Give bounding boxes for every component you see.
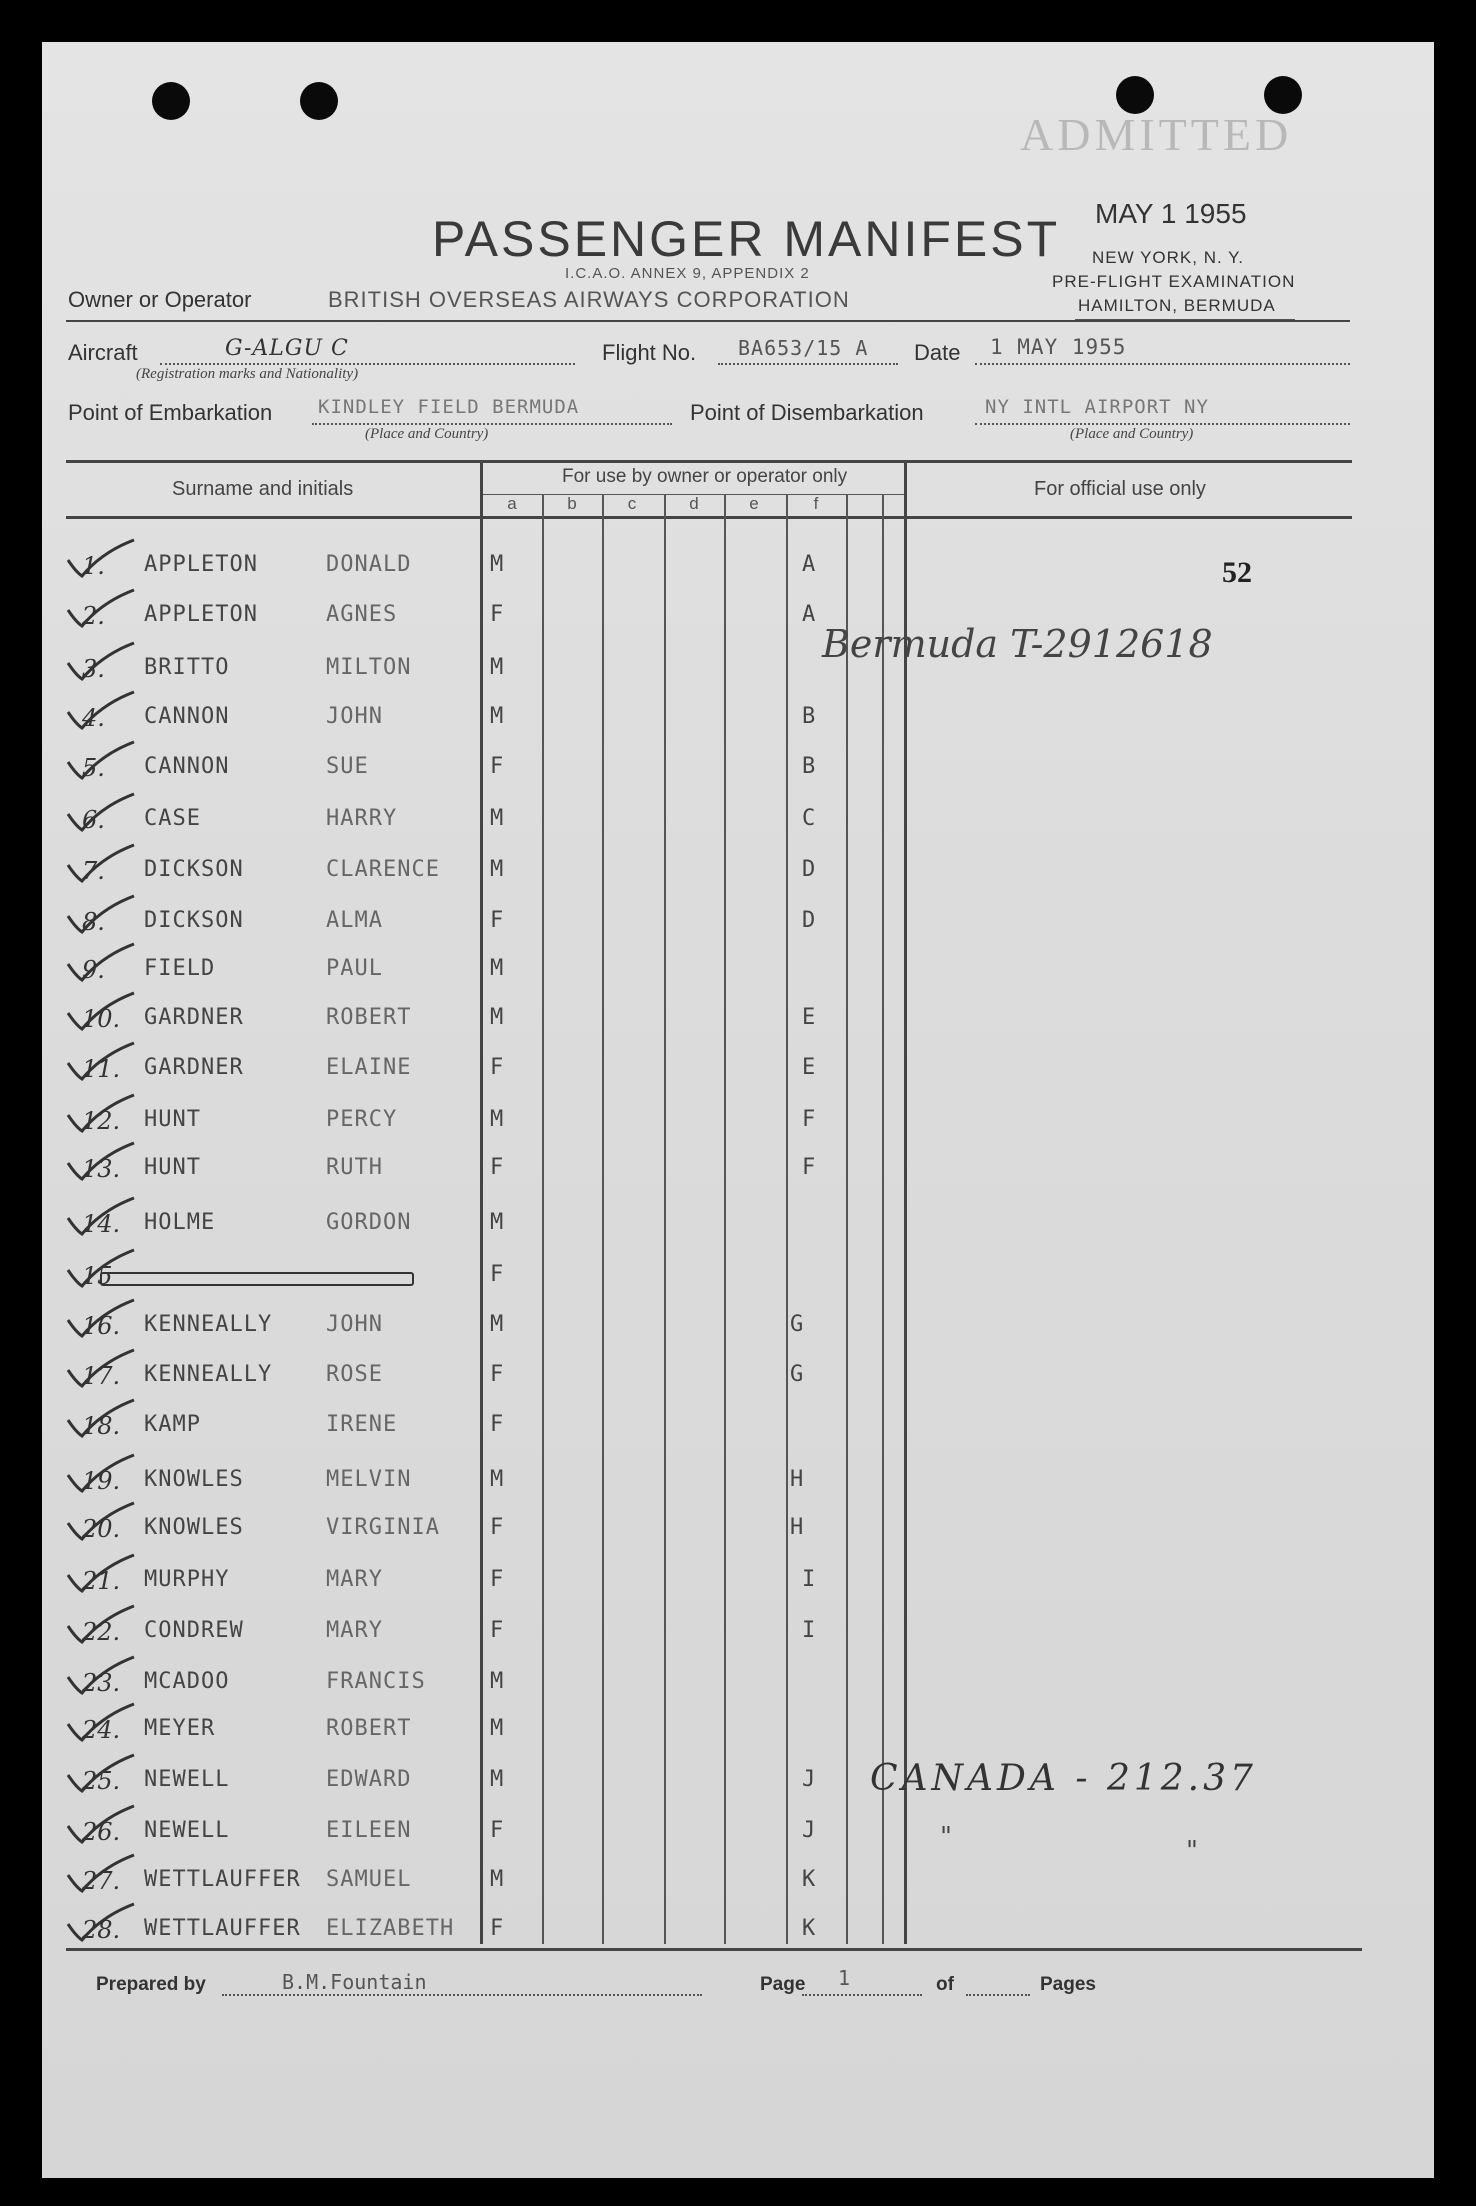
row-number: 6.: [82, 806, 105, 834]
check-mark-icon: [62, 1041, 142, 1085]
check-mark-icon: [62, 894, 142, 938]
check-mark-icon: [62, 1655, 142, 1699]
passenger-group: C: [802, 806, 817, 831]
column-divider: [602, 494, 604, 1944]
aircraft-value: G-ALGU C: [225, 336, 349, 361]
passenger-given-name: MELVIN: [326, 1467, 412, 1492]
passenger-given-name: ELAINE: [326, 1055, 412, 1080]
passenger-surname: KNOWLES: [144, 1467, 244, 1492]
passenger-group: H: [790, 1515, 805, 1540]
passenger-given-name: RUTH: [326, 1155, 383, 1180]
stamp-line-1: NEW YORK, N. Y.: [1092, 248, 1244, 267]
check-mark-icon: [62, 1093, 142, 1137]
owner-label: Owner or Operator: [68, 287, 252, 312]
passenger-given-name: GORDON: [326, 1210, 412, 1235]
passenger-surname: CANNON: [144, 704, 230, 729]
passenger-group: D: [802, 857, 817, 882]
col-official-header: For official use only: [1034, 478, 1206, 500]
passenger-surname: CASE: [144, 806, 201, 831]
row-number: 19.: [82, 1467, 121, 1495]
check-mark-icon: [62, 991, 142, 1035]
column-divider: [786, 494, 788, 1944]
disembark-label: Point of Disembarkation: [690, 400, 924, 425]
passenger-sex: M: [490, 1867, 505, 1892]
col-letter-c: c: [627, 494, 637, 513]
passenger-group: K: [802, 1916, 817, 1941]
passenger-given-name: ROSE: [326, 1362, 383, 1387]
passenger-surname: KENNEALLY: [144, 1362, 273, 1387]
row-number: 13.: [82, 1155, 121, 1183]
passenger-sex: F: [490, 1618, 505, 1643]
passenger-sex: F: [490, 754, 505, 779]
column-divider: [542, 494, 544, 1944]
stamp-line-2: PRE-FLIGHT EXAMINATION: [1052, 272, 1296, 291]
passenger-group: I: [802, 1618, 817, 1643]
passenger-group: G: [790, 1312, 805, 1337]
passenger-given-name: ALMA: [326, 908, 383, 933]
passenger-surname: KNOWLES: [144, 1515, 244, 1540]
passenger-sex: F: [490, 1818, 505, 1843]
passenger-given-name: SAMUEL: [326, 1867, 412, 1892]
row-number: 3.: [82, 655, 105, 683]
passenger-sex: M: [490, 552, 505, 577]
embark-value: KINDLEY FIELD BERMUDA: [318, 396, 580, 418]
check-mark-icon: [62, 792, 142, 836]
check-mark-icon: [62, 1902, 142, 1946]
row-number: 4.: [82, 704, 105, 732]
passenger-sex: M: [490, 857, 505, 882]
ditto-mark-1: ": [940, 1822, 952, 1852]
row-number: 17.: [82, 1362, 121, 1390]
check-mark-icon: [62, 1348, 142, 1392]
passenger-surname: NEWELL: [144, 1767, 230, 1792]
col-surname-header: Surname and initials: [172, 478, 354, 500]
column-divider: [664, 494, 666, 1944]
passenger-sex: M: [490, 655, 505, 680]
row-number: 5.: [82, 754, 105, 782]
row-number: 27.: [82, 1867, 121, 1895]
passenger-sex: F: [490, 1262, 505, 1287]
passenger-sex: M: [490, 1767, 505, 1792]
row-number: 7.: [82, 857, 105, 885]
row-number: 12.: [82, 1107, 121, 1135]
passenger-group: K: [802, 1867, 817, 1892]
passenger-given-name: ELIZABETH: [326, 1916, 455, 1941]
passenger-given-name: PERCY: [326, 1107, 398, 1132]
stamp-date: MAY 1 1955: [1095, 198, 1247, 229]
ditto-mark-2: ": [1186, 1836, 1198, 1866]
page-subtitle: I.C.A.O. ANNEX 9, APPENDIX 2: [565, 265, 810, 282]
passenger-sex: F: [490, 1055, 505, 1080]
passenger-surname: BRITTO: [144, 655, 230, 680]
row-number: 26.: [82, 1818, 121, 1846]
passenger-surname: APPLETON: [144, 552, 258, 577]
passenger-given-name: DONALD: [326, 552, 412, 577]
embark-note: (Place and Country): [365, 426, 489, 442]
passenger-sex: M: [490, 1716, 505, 1741]
table-top-rule: [66, 460, 1352, 463]
annotation-bermuda: Bermuda T-2912618: [822, 622, 1213, 666]
passenger-sex: F: [490, 1916, 505, 1941]
row-number: 11.: [82, 1055, 121, 1083]
pages-label: Pages: [1040, 1974, 1096, 1995]
passenger-surname: MURPHY: [144, 1567, 230, 1592]
row-number: 20.: [82, 1515, 121, 1543]
row-number: 9.: [82, 956, 105, 984]
of-label: of: [936, 1974, 954, 1995]
passenger-sex: M: [490, 704, 505, 729]
passenger-sex: M: [490, 1005, 505, 1030]
passenger-given-name: MARY: [326, 1567, 383, 1592]
passenger-group: F: [802, 1107, 817, 1132]
date-value: 1 MAY 1955: [990, 335, 1127, 359]
check-mark-icon: [62, 1398, 142, 1442]
passenger-given-name: EILEEN: [326, 1818, 412, 1843]
passenger-group: D: [802, 908, 817, 933]
col-owner-use-header: For use by owner or operator only: [562, 466, 848, 487]
passenger-group: E: [802, 1005, 817, 1030]
passenger-sex: F: [490, 908, 505, 933]
check-mark-icon: [62, 1501, 142, 1545]
check-mark-icon: [62, 942, 142, 986]
check-mark-icon: [62, 843, 142, 887]
passenger-group: E: [802, 1055, 817, 1080]
passenger-sex: F: [490, 1412, 505, 1437]
passenger-surname: DICKSON: [144, 857, 244, 882]
page-value: 1: [838, 1966, 851, 1990]
passenger-given-name: FRANCIS: [326, 1669, 426, 1694]
column-divider: [846, 494, 848, 1944]
passenger-surname: WETTLAUFFER: [144, 1916, 301, 1941]
passenger-sex: M: [490, 806, 505, 831]
row-number: 16.: [82, 1312, 121, 1340]
row-number: 22.: [82, 1618, 121, 1646]
passenger-sex: F: [490, 1515, 505, 1540]
passenger-surname: MEYER: [144, 1716, 216, 1741]
prepared-label: Prepared by: [96, 1974, 206, 1995]
passenger-surname: HOLME: [144, 1210, 216, 1235]
check-mark-icon: [62, 1453, 142, 1497]
check-mark-icon: [62, 1141, 142, 1185]
row-number: 24.: [82, 1716, 121, 1744]
passenger-surname: GARDNER: [144, 1055, 244, 1080]
row-number: 10.: [82, 1005, 121, 1033]
passenger-surname: CANNON: [144, 754, 230, 779]
check-mark-icon: [62, 1853, 142, 1897]
passenger-given-name: HARRY: [326, 806, 398, 831]
aircraft-note: (Registration marks and Nationality): [136, 366, 359, 382]
check-mark-icon: [62, 1702, 142, 1746]
passenger-group: B: [802, 754, 817, 779]
passenger-group: A: [802, 552, 817, 577]
row-number: 23.: [82, 1669, 121, 1697]
passenger-group: H: [790, 1467, 805, 1492]
column-divider: [882, 494, 884, 1944]
check-mark-icon: [62, 1604, 142, 1648]
row-number: 21.: [82, 1567, 121, 1595]
punch-hole: [152, 82, 190, 120]
passenger-sex: M: [490, 1210, 505, 1235]
passenger-given-name: MILTON: [326, 655, 412, 680]
col-letter-f: f: [813, 494, 819, 513]
passenger-given-name: JOHN: [326, 1312, 383, 1337]
flight-value: BA653/15 A: [738, 336, 869, 360]
row-number: 25.: [82, 1767, 121, 1795]
passenger-given-name: ROBERT: [326, 1716, 412, 1741]
prepared-value: B.M.Fountain: [282, 1970, 427, 1994]
passenger-surname: HUNT: [144, 1107, 201, 1132]
strike-line-row-15: [100, 1272, 414, 1286]
check-mark-icon: [62, 1298, 142, 1342]
passenger-given-name: VIRGINIA: [326, 1515, 440, 1540]
col-letter-e: e: [749, 494, 759, 513]
passenger-given-name: CLARENCE: [326, 857, 440, 882]
passenger-surname: MCADOO: [144, 1669, 230, 1694]
passenger-surname: NEWELL: [144, 1818, 230, 1843]
passenger-sex: M: [490, 1669, 505, 1694]
passenger-group: G: [790, 1362, 805, 1387]
row-number: 18.: [82, 1412, 121, 1440]
passenger-surname: DICKSON: [144, 908, 244, 933]
passenger-given-name: JOHN: [326, 704, 383, 729]
passenger-surname: HUNT: [144, 1155, 201, 1180]
row-number: 8.: [82, 908, 105, 936]
admitted-stamp: ADMITTED: [1020, 109, 1293, 160]
row-number: 2.: [82, 602, 105, 630]
passenger-sex: F: [490, 602, 505, 627]
passenger-given-name: MARY: [326, 1618, 383, 1643]
owner-value: BRITISH OVERSEAS AIRWAYS CORPORATION: [328, 287, 850, 312]
page-title: PASSENGER MANIFEST: [432, 211, 1061, 267]
aircraft-label: Aircraft: [68, 340, 138, 365]
check-mark-icon: [62, 641, 142, 685]
passenger-group: J: [802, 1818, 817, 1843]
passenger-sex: M: [490, 956, 505, 981]
passenger-surname: KENNEALLY: [144, 1312, 273, 1337]
passenger-given-name: PAUL: [326, 956, 383, 981]
check-mark-icon: [62, 690, 142, 734]
annotation-canada: CANADA - 212.37: [870, 1758, 1257, 1799]
disembark-value: NY INTL AIRPORT NY: [985, 396, 1209, 418]
check-mark-icon: [62, 1804, 142, 1848]
passenger-given-name: EDWARD: [326, 1767, 412, 1792]
passenger-surname: APPLETON: [144, 602, 258, 627]
passenger-sex: F: [490, 1567, 505, 1592]
col-letter-d: d: [689, 494, 699, 513]
row-number: 1.: [82, 552, 105, 580]
page-label: Page: [760, 1974, 806, 1995]
passenger-group: F: [802, 1155, 817, 1180]
passenger-surname: CONDREW: [144, 1618, 244, 1643]
flight-label: Flight No.: [602, 340, 697, 365]
row-number: 14.: [82, 1210, 121, 1238]
passenger-sex: M: [490, 1107, 505, 1132]
passenger-surname: FIELD: [144, 956, 216, 981]
passenger-group: J: [802, 1767, 817, 1792]
row-number: 15: [82, 1262, 113, 1290]
passenger-group: B: [802, 704, 817, 729]
check-mark-icon: [62, 1753, 142, 1797]
punch-hole: [300, 82, 338, 120]
col-letter-b: b: [567, 494, 577, 513]
stamp-line-3: HAMILTON, BERMUDA: [1078, 296, 1276, 315]
passenger-surname: GARDNER: [144, 1005, 244, 1030]
check-mark-icon: [62, 740, 142, 784]
col-letter-a: a: [507, 494, 517, 513]
check-mark-icon: [62, 1196, 142, 1240]
check-mark-icon: [62, 1553, 142, 1597]
official-count: 52: [1222, 556, 1252, 589]
passenger-sex: M: [490, 1312, 505, 1337]
passenger-given-name: SUE: [326, 754, 369, 779]
check-mark-icon: [62, 538, 142, 582]
passenger-sex: F: [490, 1155, 505, 1180]
passenger-surname: KAMP: [144, 1412, 201, 1437]
disembark-note: (Place and Country): [1070, 426, 1194, 442]
passenger-given-name: ROBERT: [326, 1005, 412, 1030]
column-divider: [724, 494, 726, 1944]
passenger-given-name: IRENE: [326, 1412, 398, 1437]
passenger-group: I: [802, 1567, 817, 1592]
embark-label: Point of Embarkation: [68, 400, 273, 425]
passenger-surname: WETTLAUFFER: [144, 1867, 301, 1892]
passenger-sex: F: [490, 1362, 505, 1387]
passenger-given-name: AGNES: [326, 602, 398, 627]
date-label: Date: [914, 340, 961, 365]
passenger-sex: M: [490, 1467, 505, 1492]
check-mark-icon: [62, 588, 142, 632]
row-number: 28.: [82, 1916, 121, 1944]
passenger-group: A: [802, 602, 817, 627]
